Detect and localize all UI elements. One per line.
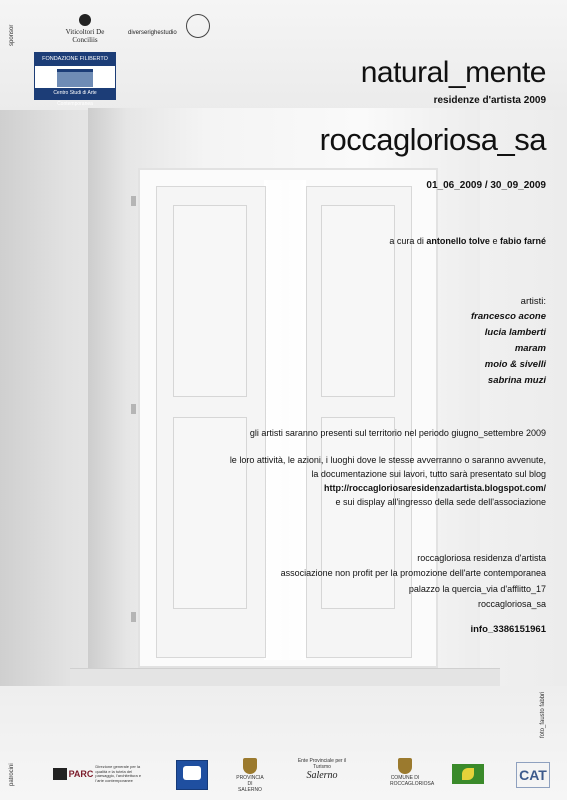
right-shutter [306,186,412,658]
sponsor-label: sponsor [9,24,15,46]
building-icon [57,69,93,87]
blog-link[interactable]: http://roccagloriosaresidenzadartista.blogspot.com/ [323,483,546,493]
curators-line [389,236,546,246]
comune-name: COMUNE DI ROCCAGLORIOSA [390,775,435,787]
artists-heading: artisti: [520,296,546,307]
leaf-icon [462,768,474,780]
menna-top: FONDAZIONE FILIBERTO [35,53,115,66]
hinge-icon [131,404,136,414]
menna-logo [34,52,116,107]
window-sill [70,668,500,687]
regione-campania-logo [176,760,208,790]
org-info: info_3386151961 [470,624,546,635]
provincia-logo [236,758,264,793]
viticoltori-logo [60,14,110,44]
curators-prefix: a cura di [389,236,424,246]
salerno-name: Salerno [306,770,338,781]
parc-name: PARC [68,769,94,779]
circle-icon [186,14,210,38]
parc-small: Direzione generale per la qualità e la tutela del paesaggio, l'architettura e l'arte contemporanee [95,764,142,783]
body-line: gli artisti saranno presenti sul territorio nel periodo giugno_settembre 2009 [249,428,546,438]
cat-logo: CAT [516,762,550,788]
grape-icon [79,14,91,26]
region-map-icon [183,766,201,780]
menna-bottom: Centro Studi di Arte Contemporanea [35,88,115,99]
curator-1: antonello tolve [426,236,490,246]
org-address: palazzo la quercia_via d'afflitto_17 [408,584,546,594]
photo-credit: foto_fausto fabbri [540,691,546,738]
artist-name: moio & sivelli [484,359,546,370]
poster-dates: 01_06_2009 / 30_09_2009 [426,180,546,191]
artist-name: sabrina muzi [487,375,546,386]
hinge-icon [131,196,136,206]
body-line: le loro attività, le azioni, i luoghi dove le stesse avverranno o saranno avvenute, [229,455,546,465]
left-shutter [156,186,266,658]
curators-conj: e [492,236,498,246]
poster-title: natural_mente [360,56,546,89]
patrocini-label: patrocini [9,763,15,786]
parc-mark-icon [53,768,67,780]
artist-name: francesco acone [471,311,546,322]
artist-name: maram [514,343,546,354]
body-line: e sui display all'ingresso della sede dell'associazione [335,497,546,507]
ept-salerno-logo [292,758,352,781]
diverse-name: diverserighestudio [128,30,177,36]
window-light [264,180,306,660]
artist-name: lucia lamberti [484,327,546,338]
poster-place: roccagloriosa_sa [319,122,546,157]
body-line: la documentazione sui lavori, tutto sarà presentato sul blog [311,469,546,479]
hinge-icon [131,612,136,622]
parc-logo [52,765,144,783]
viticoltori-name: Viticoltori De Conciliis [65,28,105,44]
curator-2: fabio farné [499,236,546,246]
cilento-logo [452,764,484,784]
poster-subtitle: residenze d'artista 2009 [433,95,546,106]
crest-icon [398,758,412,774]
org-name: roccagloriosa residenza d'artista [417,553,546,563]
provincia-name: PROVINCIA DI SALERNO [236,775,264,793]
ente-name: Ente Provinciale per il Turismo [297,758,347,770]
org-city: roccagloriosa_sa [477,599,546,609]
crest-icon [243,758,257,774]
comune-logo [390,758,435,787]
org-description: associazione non profit per la promozione dell'arte contemporanea [280,568,546,578]
